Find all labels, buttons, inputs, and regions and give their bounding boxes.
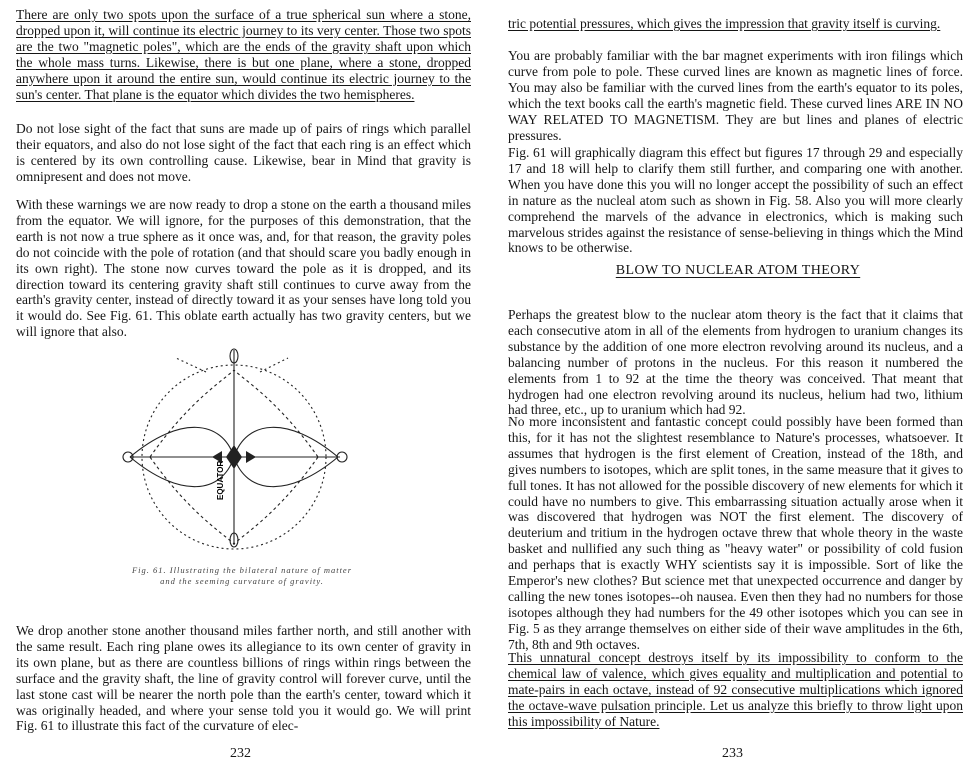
right-paragraph-3: Fig. 61 will graphically diagram this effect but figures 17 through 29 and especially 17 and 18 will help to clarify them still further, and comparing one with another. When you have done this you will no longer accept the possibility of such an effect in nature as the nucleal atom such as shown in Fig. 58. Also you will more clearly comprehend the marvels of the advance in electronics, which is making such marvelous strides against the resistance of sense-believing in things which the Mind knows to be otherwise.: [508, 145, 963, 256]
lower-right-arc: [234, 457, 318, 544]
right-paragraph-4: Perhaps the greatest blow to the nuclear atom theory is the fact that it claims that each consecutive atom in all of the elements from hydrogen to uranium changes its substance by the addition of one more electron revolving around its nucleus, and a balancing number of protons in the nucleus. For this reason it numbered the elements from 1 to 92 at the time the theory was conceived. That meant that hydrogen had one electron revolving around its nucleus, helium had two, lithium had three, etc., up to uranium which had 92.: [508, 307, 963, 418]
left-page-number: 232: [230, 746, 251, 761]
right-paragraph-2: You are probably familiar with the bar magnet experiments with iron filings which curve from pole to pole. These curved lines are known as magnetic lines of force. You may also be familiar with the curved lines from the earth's equator to its poles, which the text books call the earth's magnetic field. These curved lines ARE IN NO WAY RELATED TO MAGNETISM. They are but lines and planes of electric pressures.: [508, 48, 963, 143]
right-page-number: 233: [722, 746, 743, 761]
right-paragraph-6: This unnatural concept destroys itself by its impossibility to conform to the chemical law of valence, which gives equality and multiplication and potential to mate-pairs in each octave, instead of 92 consecutive multiplications which ignored the octave-wave pulsation principle. Let us analyze this briefly to throw light upon this impossibility of Nature.: [508, 650, 963, 729]
figure-caption-line-2: and the seeming curvature of gravity.: [160, 576, 324, 586]
figure-caption-line-1: Fig. 61. Illustrating the bilateral nature of matter: [131, 565, 353, 575]
left-curve-upper: [130, 427, 234, 457]
figure-61-diagram: [110, 340, 370, 560]
figure-61-caption: [92, 565, 392, 587]
right-paragraph-1: tric potential pressures, which gives the impression that gravity itself is curving.: [508, 16, 941, 31]
left-paragraph-4: We drop another stone another thousand miles farther north, and still another with the same result. Each ring plane owes its allegiance to its own center of gravity in its own plane, but as there are countless billions of rings within rings between the surface and the gravity shaft, the line of gravity control will forever curve, until the last stone cast will be nearer the north pole than the earth's center, toward which it was originally headed, and where your sense told you it would go. We will print Fig. 61 to illustrate this fact of the curvature of elec-: [16, 623, 471, 734]
section-heading: BLOW TO NUCLEAR ATOM THEORY: [615, 263, 861, 278]
left-paragraph-3: With these warnings we are now ready to drop a stone on the earth a thousand miles from the equator. We will ignore, for the purposes of this demonstration, that the earth is not now a true sphere as it once was, and, for that reason, the gravity poles do not coincide with the pole of rotation (and that should scare you badly enough in its own right). The stone now curves toward the pole as it is dropped, and its direction toward its centering gravity shaft still continues to curve away from the earth's gravity center, instead of directly toward it as your senses have long told you it would do. See Fig. 61. This oblate earth actually has two gravity centers, but we will ignore that also.: [16, 197, 471, 340]
right-arrowhead: [246, 451, 256, 463]
left-paragraph-1: There are only two spots upon the surface of a true spherical sun where a stone, dropped upon it, will continue its electric journey to its very center. Those two spots are the two "magnetic poles", which are the ends of the gravity shaft upon which the whole mass turns. Likewise, there is but one plane, where a stone, dropped anywhere upon it around the entire sun, would continue its electric journey to the sun's center. That plane is the equator which divides the two hemispheres.: [16, 7, 471, 102]
pressure-line-2: [176, 358, 206, 372]
right-paragraph-5: No more inconsistent and fantastic concept could possibly have been formed than this, for it has not the slightest resemblance to Nature's processes, whatsoever. It assumes that hydrogen is the first element of Creation, instead of the 18th, and gives numbers to isotopes, which are split tones, in the same measure that it gives to full tones. It has not allowed for the possible discovery of new elements for which it could have no numbers to give. This embarrassing situation actually arose when it was discovered that hydrogen was NOT the first element. The discovery of deuterium and tritium in the hydrogen octave threw that whole theory in the waste basket and nullified any such thing as "heavy water" or possibility of cold fusion and perhaps that is exactly WHY scientists say it is impossible. Sort of like the Emperor's new clothes? But science met that unexpected occurrence and danger by calling the new tones isotopes--oh nausea. Even then they had no numbers for those isotopes although they had numbers for the 49 other isotopes which you can see in Fig. 5 as they arrange themselves on either side of their wave amplitudes in the 6th, 7th, 8th and 9th octaves.: [508, 414, 963, 652]
upper-left-arc: [150, 370, 234, 457]
equator-axis-label: EQUATOR: [216, 460, 225, 500]
center-diamond: [226, 445, 242, 469]
left-paragraph-2: Do not lose sight of the fact that suns are made up of pairs of rings which parallel their equators, and also do not lose sight of the fact that each ring is an effect which is centered by its own controlling cause. Likewise, bear in Mind that gravity is omnipresent and does not move.: [16, 121, 471, 184]
upper-right-arc: [234, 370, 318, 457]
pressure-line-1: [260, 358, 288, 372]
